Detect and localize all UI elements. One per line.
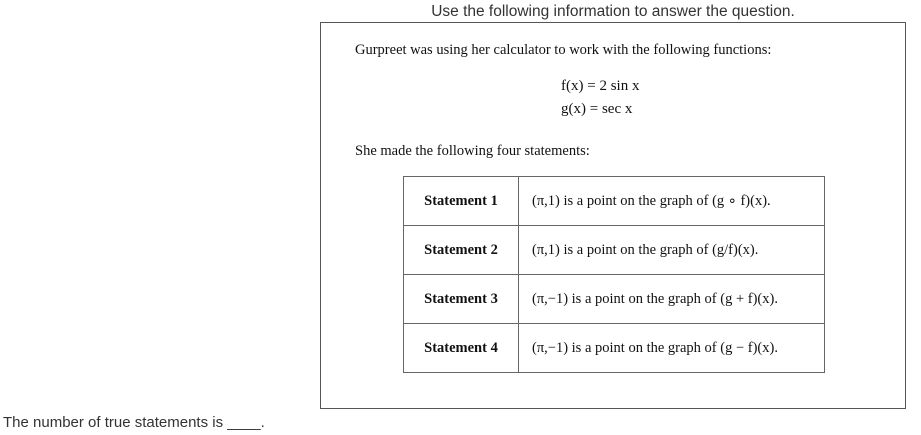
function-f	[561, 78, 639, 95]
statement-label: Statement 4	[404, 324, 519, 373]
statements-intro: She made the following four statements:	[355, 143, 590, 159]
statement-label: Statement 3	[404, 275, 519, 324]
statement-text: (π,1) is a point on the graph of (g ∘ f)(x).	[519, 177, 825, 226]
statement-label: Statement 2	[404, 226, 519, 275]
statement-text: (π,−1) is a point on the graph of (g − f)(x).	[519, 324, 825, 373]
statements-table	[403, 176, 825, 373]
table-row	[404, 275, 825, 324]
table-row	[404, 226, 825, 275]
function-g	[561, 101, 632, 118]
question-header: Use the following information to answer the question.	[320, 3, 906, 23]
statement-text: (π,−1) is a point on the graph of (g + f)(x).	[519, 275, 825, 324]
table-row	[404, 324, 825, 373]
function-f-text: f(x) = 2 sin x	[561, 78, 640, 94]
table-row	[404, 177, 825, 226]
question-text: The number of true statements is ____.	[3, 414, 265, 431]
statement-text: (π,1) is a point on the graph of (g/f)(x).	[519, 226, 825, 275]
statement-label: Statement 1	[404, 177, 519, 226]
information-box	[320, 22, 906, 409]
function-g-text: g(x) = sec x	[561, 101, 633, 117]
intro-text: Gurpreet was using her calculator to work with the following functions:	[355, 42, 772, 58]
